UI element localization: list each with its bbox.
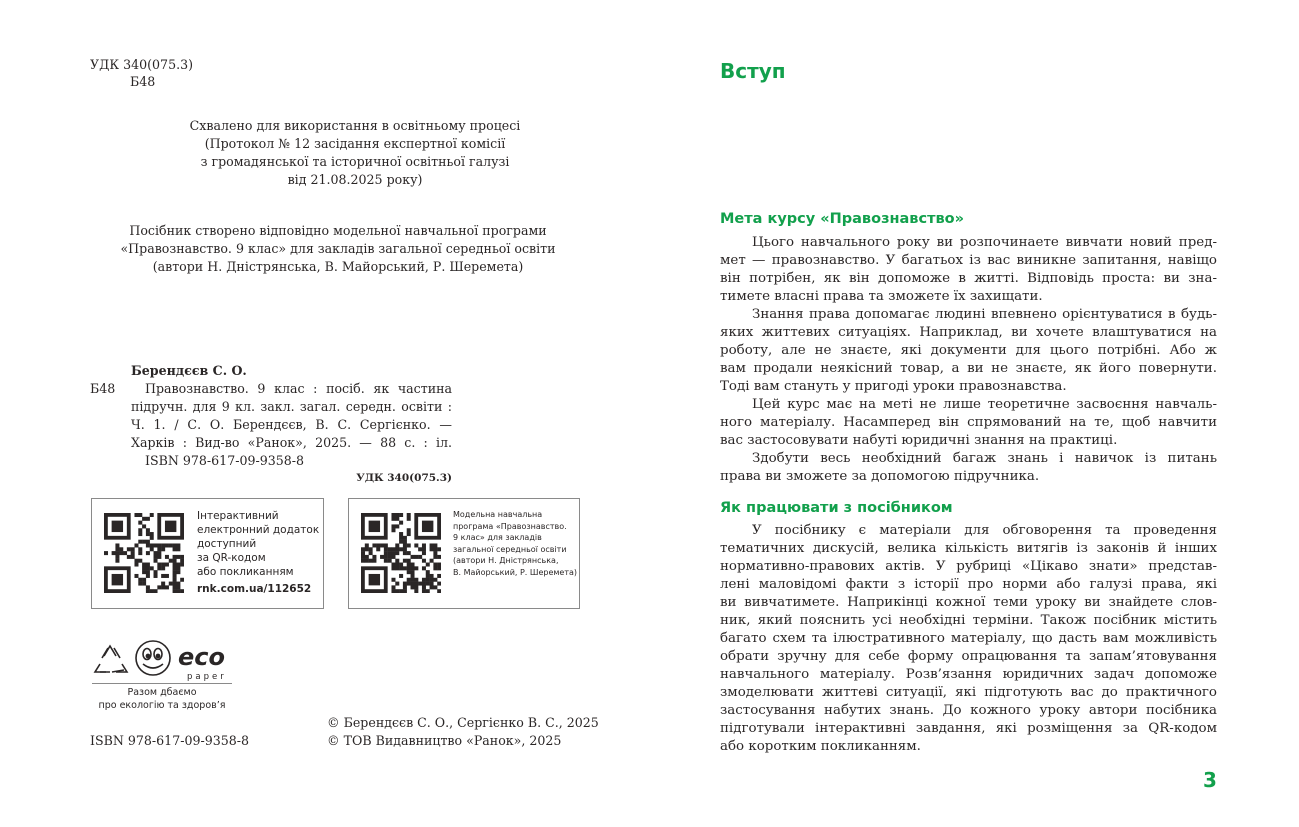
approval-line: від 21.08.2025 року) xyxy=(287,172,423,187)
paragraph-line: він потрібен, як він допоможе в житті. Відповідь проста: ви зна- xyxy=(720,271,1217,286)
qr-text-line: програма «Правознавство. xyxy=(453,521,567,531)
paragraph-line: багато схем та ілюстративного матеріалу, що дасть вам можливість xyxy=(720,631,1217,646)
approval-note xyxy=(150,117,560,189)
section-heading: Як працювати з посібником xyxy=(720,500,953,516)
section-body xyxy=(720,522,1217,756)
paragraph-line: Цей курс має на меті не лише теоретичне засвоєння навчаль- xyxy=(752,397,1217,412)
eco-caption-line: про екологію та здоров’я xyxy=(98,700,226,711)
svg-text:paper: paper xyxy=(187,672,227,682)
program-line: Посібник створено відповідно модельної навчальної програми xyxy=(129,223,547,238)
paragraph-line: мет — правознавство. У багатьох із вас виникне запитання, навіщо xyxy=(720,253,1217,268)
paragraph-line: роботу, але не знаєте, які документи для цього потрібні. Або ж xyxy=(720,343,1217,358)
qr-text-line: за QR-кодом xyxy=(197,552,266,564)
approval-line: (Протокол № 12 засідання експертної комісії xyxy=(204,136,506,151)
qr-text-line: або покликанням xyxy=(197,566,294,578)
qr-code-icon[interactable] xyxy=(361,513,441,593)
smiley-icon xyxy=(136,641,170,675)
program-note xyxy=(98,222,578,276)
qr-text-line: (автори Н. Дністрянська, xyxy=(453,556,559,565)
paragraph-line: вам продали неякісний товар, а ви не знаєте, як його повернути. xyxy=(720,361,1217,376)
paragraph-line: Цього навчального року ви розпочинаете вивчати новий пред- xyxy=(752,235,1217,250)
paragraph-line: змоделювати життеві ситуації, які підготують вас до практичного xyxy=(720,685,1217,700)
qr-text-line: Інтерактивний xyxy=(197,510,279,522)
paragraph-line: або коротким покликанням. xyxy=(720,739,921,754)
paragraph-line: ви вивчатимете. Наприкінці кожної теми уроку ви знайдете слов- xyxy=(720,595,1217,610)
qr-text-line: В. Майорський, Р. Шеремета) xyxy=(453,567,578,577)
qr-text-line: загальної середньої освіти xyxy=(453,544,567,554)
qr-code-icon[interactable] xyxy=(104,513,184,593)
udk-code: УДК 340(075.3) xyxy=(90,57,194,72)
paragraph-line: застосування набутих знань. До кожного уроку автори посібника xyxy=(720,703,1217,718)
approval-line: з громадянської та історичної освітньої галузі xyxy=(200,154,510,169)
program-line: (автори Н. Дністрянська, В. Майорський, Р. Шеремета) xyxy=(152,259,524,274)
paragraph-line: Тоді вам стануть у пригоді уроки правознавства. xyxy=(720,379,1067,394)
catalog-line: Харків : Вид-во «Ранок», 2025. — 88 с. : іл. xyxy=(131,435,452,450)
page-number: 3 xyxy=(1203,768,1217,792)
section-heading: Мета курсу «Правознавство» xyxy=(720,211,964,227)
paragraph-line: права ви зможете за допомогою підручника. xyxy=(720,469,1040,484)
qr-text-line: 9 клас» для закладів xyxy=(453,533,542,542)
catalog-udk: УДК 340(075.3) xyxy=(356,472,452,484)
catalog-isbn: ISBN 978-617-09-9358-8 xyxy=(145,453,305,468)
catalog-line: Правознавство. 9 клас : посіб. як частина xyxy=(145,381,452,396)
section-body xyxy=(720,234,1217,486)
catalog-author: Берендєєв С. О. xyxy=(131,363,247,378)
svg-text:eco: eco xyxy=(178,643,225,671)
qr-text-line: електронний додаток xyxy=(197,524,320,536)
paragraph-line: вас застосовувати набуті юридичні знання на практиці. xyxy=(720,433,1118,448)
paragraph-line: Знання права допомагає людині впевнено орієнтуватися в будь- xyxy=(752,307,1217,322)
qr-link[interactable]: rnk.com.ua/112652 xyxy=(197,583,312,595)
paragraph-line: тематичних дискусій, велика кількість витягів із законів й інших xyxy=(720,541,1217,556)
catalog-line: Ч. 1. / С. О. Берендєєв, В. С. Сергієнко. — xyxy=(131,417,452,432)
eco-caption xyxy=(72,686,252,712)
index-code: Б48 xyxy=(130,74,156,89)
qr-box-text xyxy=(453,509,577,578)
paragraph-line: підготували інтерактивні завдання, які розміщення за QR-кодом xyxy=(720,721,1217,736)
paragraph-line: навчального матеріалу. Розв’язання юридичних задач допоможе xyxy=(720,667,1217,682)
paragraph-line: яких життевих ситуаціях. Наприклад, ви хочете влаштуватися на xyxy=(720,325,1217,340)
isbn: ISBN 978-617-09-9358-8 xyxy=(90,733,250,748)
copyright-line: © Берендєєв С. О., Сергієнко В. С., 2025 xyxy=(327,715,599,730)
catalog-index: Б48 xyxy=(90,381,116,396)
copyright-line: © ТОВ Видавництво «Ранок», 2025 xyxy=(327,733,562,748)
qr-box-text xyxy=(197,509,319,596)
eco-divider xyxy=(92,683,232,684)
paragraph-line: Здобути весь необхідний багаж знань і навичок із питань xyxy=(752,451,1217,466)
page-title: Вступ xyxy=(720,59,786,83)
qr-box-program xyxy=(348,498,580,609)
paragraph-line: ник, який пояснить усі необхідні терміни. Також посібник містить xyxy=(720,613,1217,628)
eco-logo xyxy=(92,638,234,684)
recycle-icon xyxy=(95,646,127,672)
catalog-line: підручн. для 9 кл. закл. загал. середн. освіти : xyxy=(131,399,452,414)
qr-text-line: доступний xyxy=(197,538,257,550)
paragraph-line: лені маловідомі факти з історії про норми або галузі права, які xyxy=(720,577,1217,592)
paragraph-line: У посібнику є матеріали для обговорення та проведення xyxy=(752,523,1217,538)
paragraph-line: тимете власні права та зможете їх захищати. xyxy=(720,289,1043,304)
paragraph-line: ного матеріалу. Насамперед він спрямований на те, щоб навчити xyxy=(720,415,1217,430)
approval-line: Схвалено для використання в освітньому процесі xyxy=(189,118,521,133)
paragraph-line: нормативно-правових актів. У рубриці «Цікаво знати» представ- xyxy=(720,559,1217,574)
qr-text-line: Модельна навчальна xyxy=(453,510,543,519)
qr-box-interactive xyxy=(91,498,324,609)
eco-caption-line: Разом дбаємо xyxy=(127,687,197,698)
program-line: «Правознавство. 9 клас» для закладів загальної середньої освіти xyxy=(120,241,556,256)
paragraph-line: обрати зручну для себе форму опрацювання та запам’ятовування xyxy=(720,649,1217,664)
